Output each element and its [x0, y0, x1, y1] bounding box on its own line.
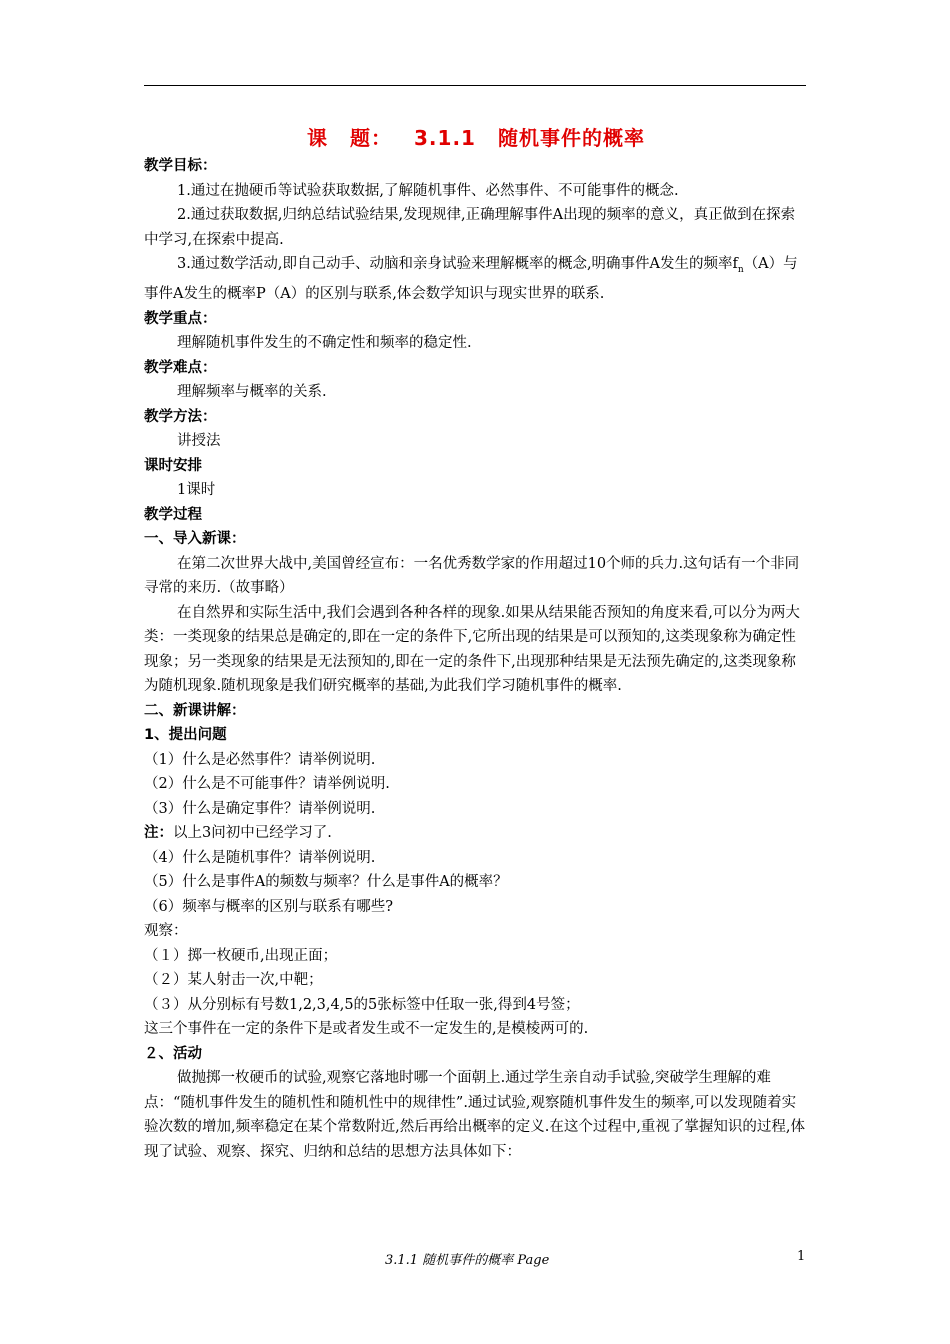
- sub-heading-questions: 1、提出问题: [144, 727, 227, 744]
- intro-heading: 一、导入新课：: [144, 531, 246, 548]
- goals-heading: 教学目标：: [144, 158, 217, 174]
- question-item: （1）什么是必然事件？请举例说明.: [144, 751, 376, 768]
- intro-paragraph: 在第二次世界大战中,美国曾经宣布：一名优秀数学家的作用超过10个师的兵力.这句话有一个非同寻常的来历.（故事略）: [144, 555, 800, 597]
- schedule-text: 1课时: [177, 482, 216, 499]
- lesson-title: [144, 122, 808, 151]
- note: 注：以上3问初中已经学习了.: [144, 825, 332, 842]
- difficulty-text: 理解频率与概率的关系.: [177, 384, 327, 401]
- question-item: （3）什么是确定事件？请举例说明.: [144, 800, 376, 817]
- question-item: （2）什么是不可能事件？请举例说明.: [144, 776, 390, 793]
- question-item: （6）频率与概率的区别与联系有哪些?: [144, 898, 393, 915]
- observation-item: （３）从分别标有号数1,2,3,4,5的5张标签中任取一张,得到4号签；: [144, 996, 580, 1013]
- title-name: 随机事件的概率: [497, 126, 645, 150]
- footer-text: 3.1.1 随机事件的概率 Page: [385, 1253, 550, 1268]
- header-rule: [144, 85, 806, 86]
- observe-label: 观察：: [144, 923, 188, 940]
- newlesson-heading: 二、新课讲解：: [144, 702, 246, 719]
- goal-item: 2.通过获取数据,归纳总结试验结果,发现规律,正确理解事件A出现的频率的意义，真正做到在探索中学习,在探索中提高.: [144, 207, 796, 248]
- sub-heading-activity: ２、活动: [144, 1045, 202, 1062]
- key-text: 理解随机事件发生的不确定性和频率的稳定性.: [177, 335, 472, 352]
- activity-paragraph: 做抛掷一枚硬币的试验,观察它落地时哪一个面朝上.通过学生亲自动手试验,突破学生理解的难点：“随机事件发生的随机性和随机性中的规律性”.通过试验,观察随机事件发生的频率,可以发现随着实验次数的增加,频率稳定在某个常数附近,然后再给出概率的定义.在这个过程中,重视了掌握知识的过程,体现了试验、观察、探究、归纳和总结的思想方法具体如下：: [144, 1070, 806, 1160]
- title-number: 3.1.1: [414, 126, 476, 150]
- document-body: [144, 120, 808, 1164]
- schedule-heading: 课时安排: [144, 457, 202, 474]
- question-item: （4）什么是随机事件？请举例说明.: [144, 849, 376, 866]
- process-heading: 教学过程: [144, 506, 202, 523]
- goal-item: 3.通过数学活动,即自己动手、动脑和亲身试验来理解概率的概念,明确事件A发生的频率$f_n(A)$与事件A发生的概率P（A）的区别与联系,体会数学知识与现实世界的联系.: [144, 256, 798, 303]
- observe-summary: 这三个事件在一定的条件下是或者发生或不一定发生的,是模棱两可的.: [144, 1021, 589, 1038]
- page-number: 1: [797, 1249, 806, 1264]
- method-text: 讲授法: [177, 433, 221, 450]
- intro-paragraph: 在自然界和实际生活中,我们会遇到各种各样的现象.如果从结果能否预知的角度来看,可以分为两大类：一类现象的结果总是确定的,即在一定的条件下,它所出现的结果是可以预知的,这类现象称为确定性现象；另一类现象的结果是无法预知的,即在一定的条件下,出现那种结果是无法预先确定的,这类现象称为随机现象.随机现象是我们研究概率的基础,为此我们学习随机事件的概率.: [144, 604, 800, 695]
- goal-item: 1.通过在抛硬币等试验获取数据,了解随机事件、必然事件、不可能事件的概念.: [177, 182, 679, 199]
- title-prefix2: 题：: [350, 126, 393, 150]
- question-item: （5）什么是事件A的频数与频率？什么是事件A的概率？: [144, 874, 508, 891]
- observation-item: （１）掷一枚硬币,出现正面；: [144, 947, 338, 964]
- observation-item: （２）某人射击一次,中靶；: [144, 972, 323, 989]
- title-prefix: 课: [307, 126, 329, 150]
- difficulty-heading: 教学难点：: [144, 359, 217, 376]
- key-heading: 教学重点：: [144, 310, 217, 327]
- method-heading: 教学方法：: [144, 408, 217, 425]
